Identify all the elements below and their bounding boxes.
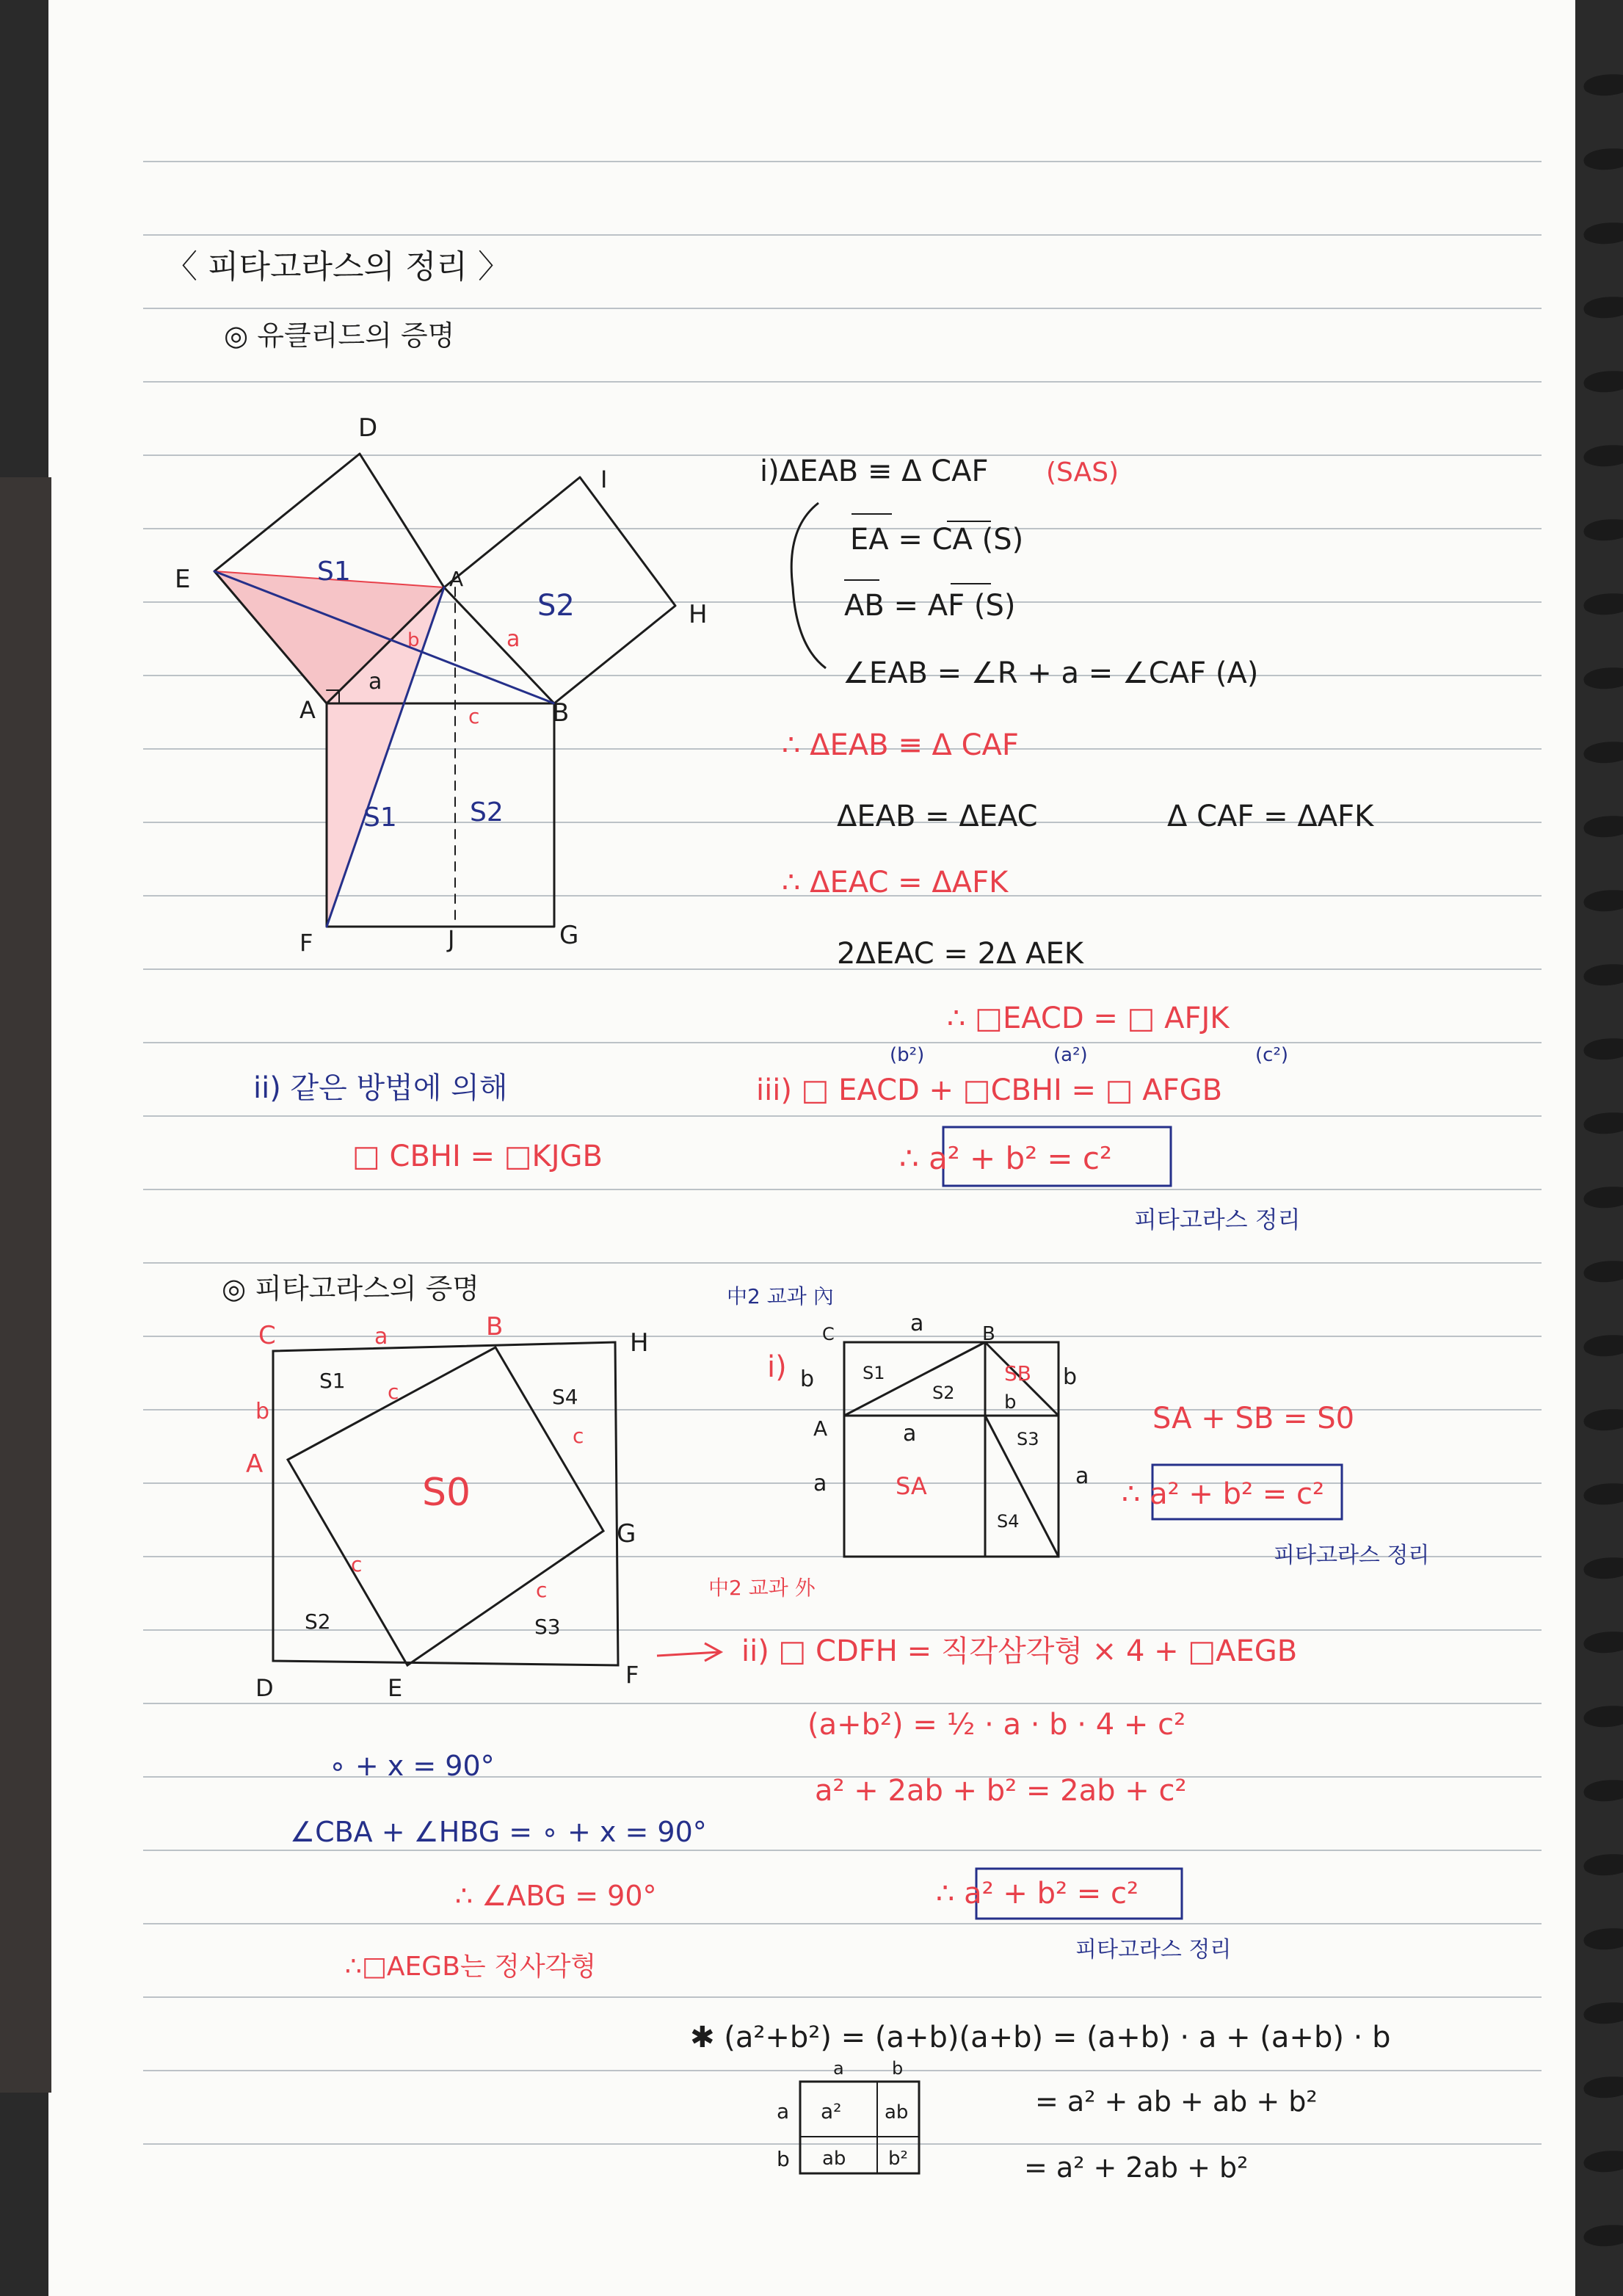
p-label-e: E <box>388 1674 403 1702</box>
textbook2-line1: ii) □ CDFH = 직각삼각형 × 4 + □AEGB <box>741 1634 1298 1668</box>
grid-left-a: a <box>777 2099 790 2123</box>
label-h: H <box>689 600 708 629</box>
p-label-a: A <box>246 1449 264 1479</box>
p-label-c3: c <box>351 1552 363 1576</box>
step1-eq1b: Δ CAF = ΔAFK <box>1167 800 1374 833</box>
step3-b2: (b²) <box>890 1044 925 1066</box>
label-side-a: a <box>368 669 382 695</box>
step3-text: iii) □ EACD + □CBHI = □ AFGB <box>756 1073 1223 1107</box>
tb1-label-a3: a <box>813 1471 827 1496</box>
textbook2-line3: a² + 2ab + b² = 2ab + c² <box>815 1774 1187 1808</box>
step1-s2: AB = AF (S) <box>844 589 1016 623</box>
p-label-c: C <box>258 1321 276 1350</box>
expand-line3: = a² + 2ab + b² <box>1024 2151 1249 2184</box>
tb1-label-b3: b <box>1004 1391 1017 1413</box>
p-label-f: F <box>625 1661 639 1689</box>
step1-main: i)ΔEAB ≡ Δ CAF <box>760 455 989 488</box>
step1-s3: ∠EAB = ∠R + a = ∠CAF (A) <box>843 656 1259 690</box>
tb1-s2: S2 <box>932 1383 955 1403</box>
tb1-s3: S3 <box>1017 1429 1039 1449</box>
step1-eq3: 2ΔEAC = 2Δ AEK <box>837 937 1084 971</box>
label-g: G <box>559 921 579 950</box>
page-title: 〈 피타고라스의 정리 〉 <box>165 248 510 286</box>
label-s1-top: S1 <box>317 557 351 587</box>
angle-line3: ∴ ∠ABG = 90° <box>455 1880 657 1912</box>
label-s2-top: S2 <box>537 589 575 623</box>
grid-top-b: b <box>892 2058 904 2079</box>
step1-s1: EA = CA (S) <box>850 523 1024 557</box>
label-side-b: b <box>407 629 420 651</box>
p-label-s3: S3 <box>534 1615 561 1639</box>
label-b: B <box>552 698 570 728</box>
step3-c2: (c²) <box>1255 1044 1289 1066</box>
textbook1-result: ∴ a² + b² = c² <box>1122 1477 1325 1511</box>
p-label-c2: c <box>573 1424 584 1448</box>
step1-eq2: ∴ ΔEAC = ΔAFK <box>782 866 1009 899</box>
grid-c22: b² <box>888 2148 908 2170</box>
textbook2-line2: (a+b²) = ½ · a · b · 4 + c² <box>807 1708 1186 1742</box>
angle-line2: ∠CBA + ∠HBG = ∘ + x = 90° <box>290 1816 707 1848</box>
step1-sas: (SAS) <box>1046 457 1119 488</box>
label-s1-bottom: S1 <box>363 803 397 833</box>
step1-eq1a: ΔEAB = ΔEAC <box>837 800 1038 833</box>
p-label-d: D <box>255 1674 274 1702</box>
label-a-top: A <box>449 567 464 591</box>
grid-c21: ab <box>822 2148 846 2170</box>
p-label-s0: S0 <box>422 1471 471 1515</box>
pyth-heading: ◎ 피타고라스의 증명 <box>222 1272 479 1305</box>
tb1-s4: S4 <box>997 1511 1020 1532</box>
tb1-label-b2: b <box>1063 1364 1078 1390</box>
tb1-label-a2: a <box>903 1421 917 1446</box>
euclid-heading: ◎ 유클리드의 증명 <box>224 319 455 352</box>
p-label-h: H <box>630 1328 649 1358</box>
textbook1-eq: SA + SB = S0 <box>1152 1402 1355 1435</box>
p-label-c4: c <box>536 1578 548 1602</box>
step1-conclusion: ∴ ΔEAB ≡ Δ CAF <box>782 728 1019 762</box>
p-label-s2: S2 <box>305 1609 331 1634</box>
step3-a2: (a²) <box>1053 1044 1088 1066</box>
p-label-c1: c <box>388 1380 399 1404</box>
label-a-left: A <box>299 696 316 724</box>
grid-top-a: a <box>833 2058 844 2079</box>
label-s2-bottom: S2 <box>470 797 504 827</box>
label-i: I <box>600 466 608 493</box>
p-label-s1: S1 <box>319 1369 346 1393</box>
angle-line1: ∘ + x = 90° <box>329 1750 495 1782</box>
step2-text: ii) 같은 방법에 의해 <box>253 1071 508 1105</box>
p-label-a-top: a <box>374 1324 388 1350</box>
p-label-b-side: b <box>255 1399 270 1424</box>
label-f: F <box>299 929 313 957</box>
step3-caption: 피타고라스 정리 <box>1134 1206 1301 1234</box>
binder-tab <box>0 477 51 2093</box>
step1-eq4: ∴ □EACD = □ AFJK <box>947 1002 1230 1035</box>
expand-line2: = a² + ab + ab + b² <box>1035 2085 1318 2118</box>
step2-eq: □ CBHI = □KJGB <box>352 1140 603 1173</box>
textbook1-note: 中2 교과 內 <box>727 1284 834 1308</box>
tb1-label-a: A <box>813 1416 828 1441</box>
textbook1-caption: 피타고라스 정리 <box>1274 1543 1430 1568</box>
label-e: E <box>175 565 191 594</box>
textbook2-caption: 피타고라스 정리 <box>1075 1937 1232 1963</box>
angle-line4: ∴□AEGB는 정사각형 <box>345 1952 597 1982</box>
p-label-b: B <box>486 1312 504 1341</box>
textbook2-note: 中2 교과 外 <box>708 1576 816 1600</box>
tb1-label-b: B <box>982 1323 995 1345</box>
tb1-s1: S1 <box>863 1363 885 1383</box>
label-j: J <box>448 925 455 953</box>
tb1-sb: SB <box>1004 1361 1031 1386</box>
label-c: c <box>468 704 480 728</box>
grid-c11: a² <box>821 2099 842 2123</box>
tb1-label-b1: b <box>800 1366 815 1392</box>
tb1-label-a1: a <box>910 1311 924 1336</box>
label-d: D <box>358 413 378 443</box>
tb1-label-c: C <box>822 1324 835 1344</box>
p-label-s4: S4 <box>552 1385 578 1409</box>
expand-line1: ✱ (a²+b²) = (a+b)(a+b) = (a+b) · a + (a+b) · b <box>690 2021 1391 2054</box>
p-label-g: G <box>617 1519 636 1549</box>
grid-left-b: b <box>777 2147 790 2171</box>
tb1-label-a4: a <box>1075 1463 1089 1489</box>
grid-c12: ab <box>885 2101 909 2123</box>
tb1-sa: SA <box>896 1472 927 1500</box>
label-side-a-red: a <box>506 626 520 652</box>
textbook2-result: ∴ a² + b² = c² <box>936 1877 1139 1911</box>
tb1-i: i) <box>767 1350 787 1384</box>
step3-result: ∴ a² + b² = c² <box>899 1140 1112 1176</box>
